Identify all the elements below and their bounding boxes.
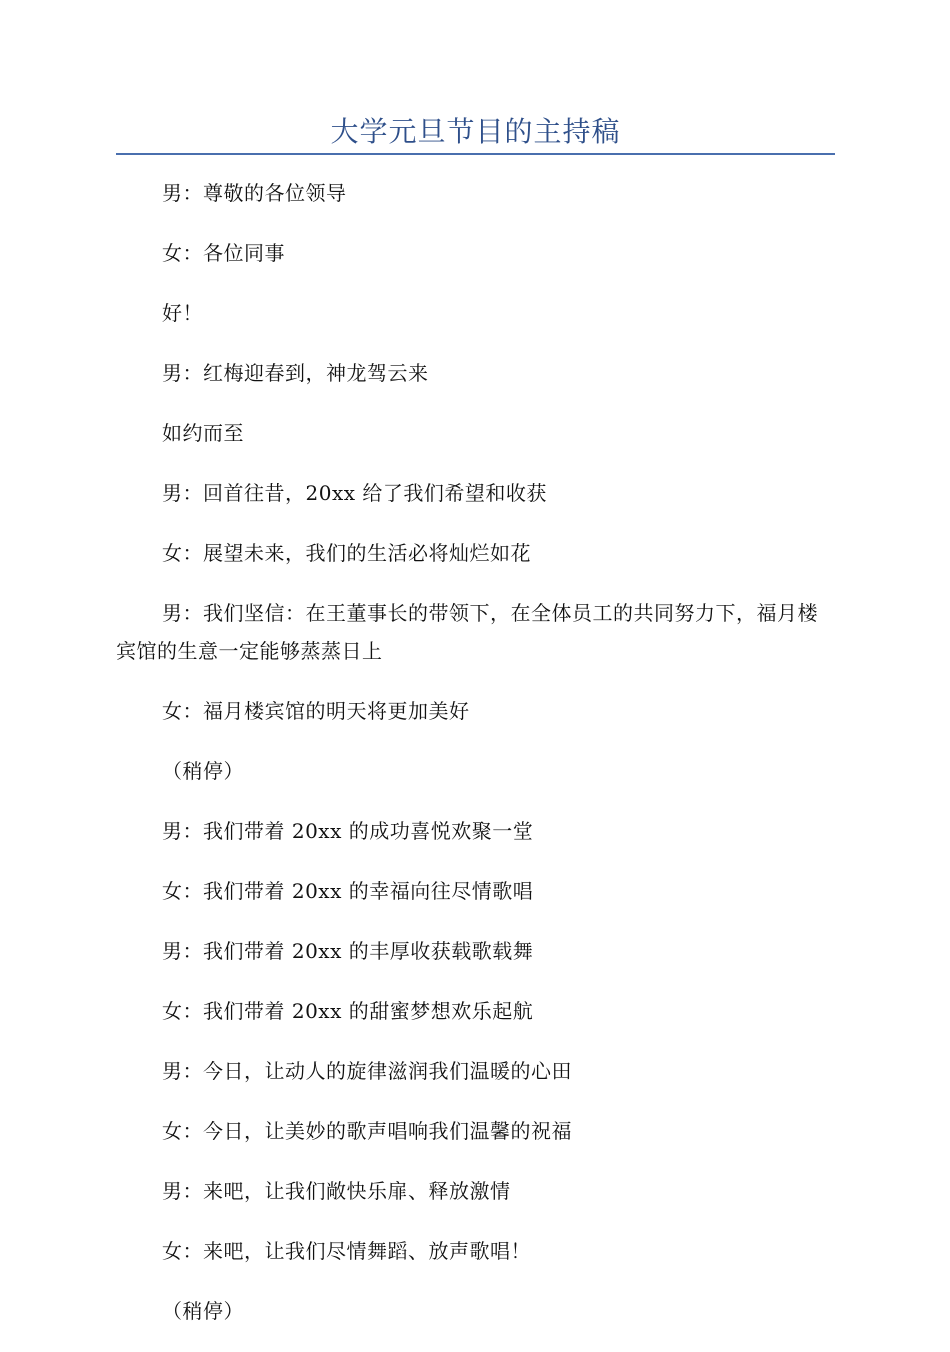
paragraph-10: （稍停） [162, 759, 244, 783]
paragraph-2: 女：各位同事 [162, 241, 285, 265]
document-body [116, 174, 835, 1352]
paragraph-3: 好！ [162, 301, 203, 325]
paragraph-19: （稍停） [162, 1299, 244, 1323]
paragraph-18: 女：来吧，让我们尽情舞蹈、放声歌唱！ [162, 1239, 531, 1263]
paragraph-13: 男：我们带着 20xx 的丰厚收获载歌载舞 [162, 939, 534, 963]
paragraph-8: 男：我们坚信：在王董事长的带领下，在全体员工的共同努力下，福月楼宾馆的生意一定能够蒸蒸日上 [116, 601, 818, 663]
paragraph-17: 男：来吧，让我们敞快乐扉、释放激情 [162, 1179, 511, 1203]
paragraph-1: 男：尊敬的各位领导 [162, 181, 347, 205]
paragraph-9: 女：福月楼宾馆的明天将更加美好 [162, 699, 470, 723]
paragraph-12: 女：我们带着 20xx 的幸福向往尽情歌唱 [162, 879, 534, 903]
paragraph-5: 如约而至 [162, 421, 244, 445]
page-title: 大学元旦节目的主持稿 [330, 115, 621, 148]
paragraph-4: 男：红梅迎春到，神龙驾云来 [162, 361, 429, 385]
paragraph-6: 男：回首往昔，20xx 给了我们希望和收获 [162, 481, 547, 505]
title-underline [116, 153, 835, 155]
paragraph-16: 女：今日，让美妙的歌声唱响我们温馨的祝福 [162, 1119, 572, 1143]
paragraph-14: 女：我们带着 20xx 的甜蜜梦想欢乐起航 [162, 999, 534, 1023]
paragraph-11: 男：我们带着 20xx 的成功喜悦欢聚一堂 [162, 819, 534, 843]
paragraph-7: 女：展望未来，我们的生活必将灿烂如花 [162, 541, 531, 565]
paragraph-15: 男：今日，让动人的旋律滋润我们温暖的心田 [162, 1059, 572, 1083]
